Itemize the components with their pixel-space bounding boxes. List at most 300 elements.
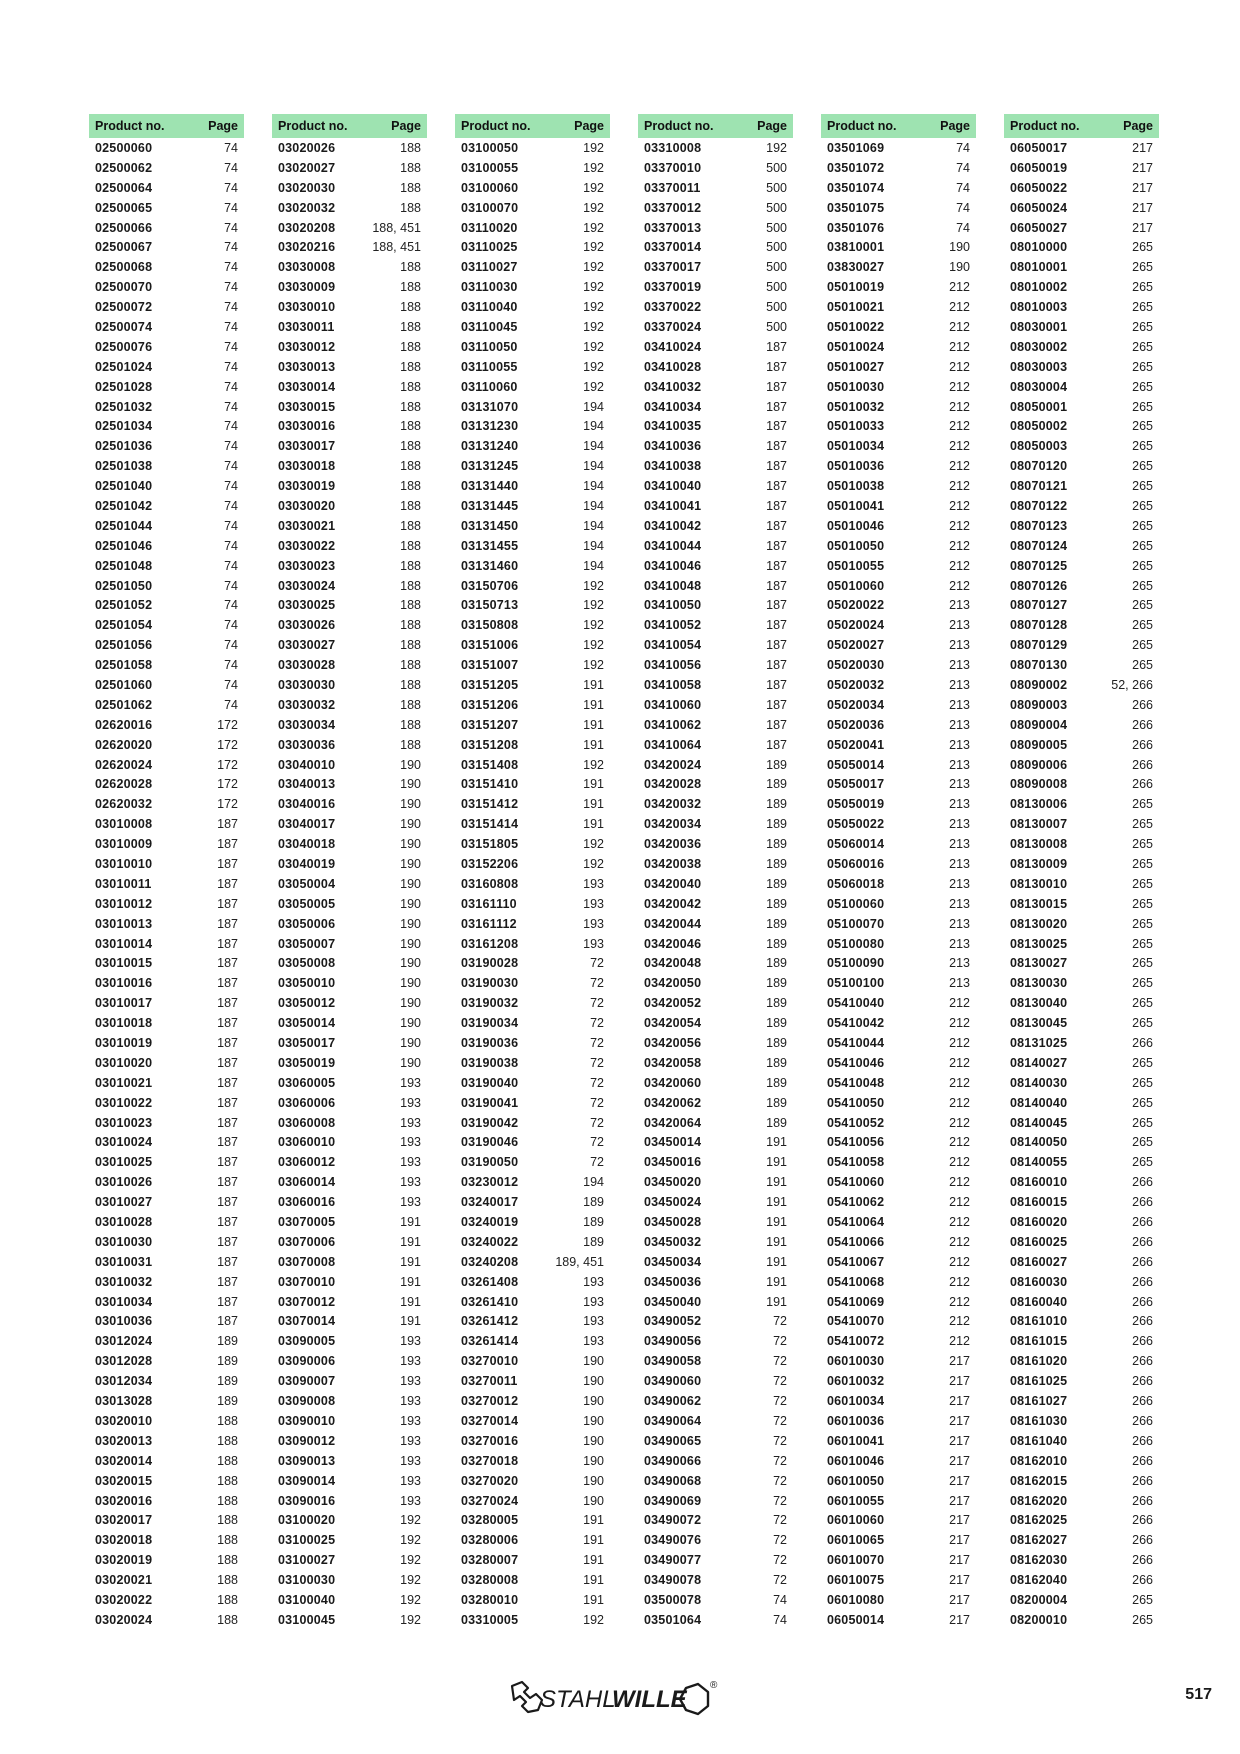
page-reference: 191 (583, 1513, 604, 1528)
header-page: Page (940, 119, 970, 133)
product-number: 03100050 (461, 140, 519, 155)
product-number: 03161110 (461, 896, 517, 911)
table-row (638, 755, 793, 775)
table-row (821, 576, 976, 596)
table-row (638, 794, 793, 814)
table-row (455, 695, 610, 715)
product-number: 03410054 (644, 638, 702, 653)
page-reference: 213 (949, 857, 970, 871)
table-row (638, 257, 793, 277)
product-number: 03280010 (461, 1592, 519, 1607)
table-row (272, 1172, 427, 1192)
table-row (89, 416, 244, 436)
product-number: 03370014 (644, 240, 702, 255)
table-row (821, 317, 976, 337)
table-row (1004, 675, 1159, 695)
page-reference: 213 (949, 777, 970, 792)
table-row (821, 695, 976, 715)
product-number: 03261408 (461, 1274, 519, 1289)
page-reference: 212 (949, 1274, 970, 1289)
page-reference: 189 (766, 876, 787, 891)
page-reference: 188 (400, 578, 421, 593)
product-number: 05010021 (827, 300, 885, 315)
table-row (1004, 635, 1159, 655)
page-reference: 74 (224, 140, 238, 155)
product-number: 02501058 (95, 658, 153, 673)
table-row (272, 357, 427, 377)
product-number: 03010025 (95, 1155, 153, 1170)
table-row (272, 277, 427, 297)
product-number: 03420060 (644, 1075, 702, 1090)
page-reference: 190 (583, 1413, 604, 1428)
table-row (821, 1491, 976, 1511)
page-reference: 266 (1132, 1036, 1153, 1051)
page-reference: 187 (217, 1155, 238, 1170)
product-number: 05020036 (827, 717, 885, 732)
page-reference: 213 (949, 677, 970, 692)
product-number: 08030003 (1010, 359, 1068, 374)
product-number: 05010034 (827, 439, 885, 454)
product-number: 03270011 (461, 1374, 518, 1389)
table-row (455, 377, 610, 397)
page-reference: 265 (1132, 359, 1153, 374)
page-reference: 192 (400, 1553, 421, 1568)
product-number: 08140030 (1010, 1075, 1068, 1090)
product-number: 05020024 (827, 618, 885, 633)
page-reference: 266 (1132, 1473, 1153, 1488)
product-number: 03131455 (461, 538, 519, 553)
product-number: 03450020 (644, 1175, 702, 1190)
product-number: 03013028 (95, 1394, 153, 1409)
table-row (638, 317, 793, 337)
table-row (455, 237, 610, 257)
page-reference: 212 (949, 1175, 970, 1190)
page-reference: 212 (949, 1334, 970, 1349)
product-number: 08130045 (1010, 1016, 1068, 1031)
product-number: 08030004 (1010, 379, 1068, 394)
table-row (89, 337, 244, 357)
table-row (821, 1292, 976, 1312)
page-reference: 190 (400, 876, 421, 891)
table-row (638, 993, 793, 1013)
page-reference: 190 (400, 916, 421, 931)
table-row (1004, 317, 1159, 337)
product-number: 03131450 (461, 518, 519, 533)
table-row (89, 934, 244, 954)
product-number: 03012024 (95, 1334, 153, 1349)
table-row (89, 1212, 244, 1232)
product-number: 03410036 (644, 439, 702, 454)
product-number: 03010016 (95, 976, 153, 991)
page-reference: 72 (773, 1533, 787, 1548)
page-reference: 74 (224, 697, 238, 712)
product-number: 03110060 (461, 379, 518, 394)
table-row (638, 476, 793, 496)
product-number: 03230012 (461, 1175, 519, 1190)
product-number: 03490062 (644, 1394, 702, 1409)
product-number: 03501064 (644, 1612, 702, 1627)
table-row (821, 1133, 976, 1153)
table-row (455, 1033, 610, 1053)
product-number: 03420028 (644, 777, 702, 792)
table-row (821, 1013, 976, 1033)
page-reference: 191 (766, 1234, 787, 1249)
page-reference: 188 (400, 618, 421, 633)
page-reference: 266 (1132, 717, 1153, 732)
product-number: 03100020 (278, 1513, 336, 1528)
table-row (1004, 1411, 1159, 1431)
product-number: 03410064 (644, 737, 702, 752)
page-reference: 188 (400, 598, 421, 613)
product-number: 03490068 (644, 1473, 702, 1488)
table-row (272, 1451, 427, 1471)
page-reference: 190 (400, 1036, 421, 1051)
product-number: 06050024 (1010, 200, 1068, 215)
product-number: 02501054 (95, 618, 153, 633)
product-number: 08010003 (1010, 300, 1068, 315)
page-reference: 266 (1132, 1254, 1153, 1269)
table-row (1004, 436, 1159, 456)
page-reference: 500 (766, 240, 787, 255)
table-row (821, 476, 976, 496)
page-reference: 193 (400, 1453, 421, 1468)
page-reference: 191 (583, 1573, 604, 1588)
table-row (272, 516, 427, 536)
product-number: 02500068 (95, 260, 153, 275)
table-row (272, 436, 427, 456)
page-reference: 188 (400, 459, 421, 474)
page-reference: 187 (217, 876, 238, 891)
table-row (272, 854, 427, 874)
page-reference: 187 (217, 1135, 238, 1150)
product-number: 03240208 (461, 1254, 519, 1269)
product-number: 03010026 (95, 1175, 153, 1190)
product-number: 05100100 (827, 976, 885, 991)
page-reference: 212 (949, 518, 970, 533)
product-number: 03410041 (644, 498, 702, 513)
table-row (638, 297, 793, 317)
table-row (89, 1292, 244, 1312)
product-number: 06050019 (1010, 160, 1068, 175)
product-number: 03110030 (461, 280, 518, 295)
table-row (89, 277, 244, 297)
page-reference: 74 (224, 399, 238, 414)
table-row (89, 1093, 244, 1113)
page-reference: 189 (766, 896, 787, 911)
page-reference: 212 (949, 379, 970, 394)
product-number: 08130027 (1010, 956, 1068, 971)
table-row (638, 814, 793, 834)
table-row (89, 1133, 244, 1153)
table-row (455, 436, 610, 456)
product-number: 03020027 (278, 160, 336, 175)
product-number: 03030028 (278, 658, 336, 673)
product-number: 03261414 (461, 1334, 519, 1349)
product-number: 08140050 (1010, 1135, 1068, 1150)
product-number: 03020022 (95, 1592, 153, 1607)
product-number: 03131445 (461, 498, 519, 513)
product-number: 03420056 (644, 1036, 702, 1051)
product-number: 03010014 (95, 936, 153, 951)
table-row (272, 834, 427, 854)
table-row (638, 1192, 793, 1212)
table-row (89, 476, 244, 496)
product-number: 03010030 (95, 1234, 153, 1249)
product-number: 03100025 (278, 1533, 336, 1548)
product-number: 08161020 (1010, 1354, 1068, 1369)
product-number: 05010032 (827, 399, 885, 414)
table-row (89, 536, 244, 556)
page-reference: 265 (1132, 618, 1153, 633)
table-row (272, 615, 427, 635)
product-number: 02501040 (95, 479, 153, 494)
page-reference: 187 (217, 976, 238, 991)
product-number: 05060014 (827, 837, 885, 852)
product-number: 08090002 (1010, 677, 1068, 692)
page-reference: 172 (217, 757, 238, 772)
table-row (455, 198, 610, 218)
table-row (89, 1610, 244, 1630)
table-row (272, 1272, 427, 1292)
page-reference: 190 (400, 837, 421, 852)
product-number: 08050001 (1010, 399, 1068, 414)
page-reference: 72 (590, 1115, 604, 1130)
table-row (1004, 1172, 1159, 1192)
page-reference: 72 (773, 1394, 787, 1409)
product-number: 03450028 (644, 1215, 702, 1230)
page-reference: 192 (583, 757, 604, 772)
page-reference: 192 (583, 837, 604, 852)
product-number: 08161027 (1010, 1394, 1068, 1409)
page-reference: 72 (773, 1334, 787, 1349)
product-number: 03060016 (278, 1195, 336, 1210)
product-number: 08130040 (1010, 996, 1068, 1011)
page-reference: 266 (1132, 1215, 1153, 1230)
table-row (455, 1431, 610, 1451)
page-reference: 189 (217, 1374, 238, 1389)
page-reference: 193 (400, 1493, 421, 1508)
table-row (1004, 894, 1159, 914)
page-reference: 212 (949, 1215, 970, 1230)
product-number: 08090008 (1010, 777, 1068, 792)
table-row (821, 794, 976, 814)
table-row (1004, 595, 1159, 615)
product-number: 03040013 (278, 777, 336, 792)
table-row (638, 218, 793, 238)
product-number: 03370012 (644, 200, 702, 215)
page-reference: 74 (956, 180, 970, 195)
product-number: 06010036 (827, 1413, 885, 1428)
page-reference: 189 (766, 1016, 787, 1031)
product-number: 03060012 (278, 1155, 336, 1170)
product-number: 05020022 (827, 598, 885, 613)
column-header (638, 114, 793, 138)
header-product-no: Product no. (278, 119, 348, 133)
table-row (1004, 237, 1159, 257)
page-reference: 265 (1132, 498, 1153, 513)
product-number: 03420054 (644, 1016, 702, 1031)
page-reference: 193 (400, 1334, 421, 1349)
product-number: 03020032 (278, 200, 336, 215)
page-reference: 189 (766, 777, 787, 792)
table-row (1004, 615, 1159, 635)
page-reference: 72 (773, 1513, 787, 1528)
page-reference: 217 (949, 1592, 970, 1607)
page-reference: 191 (766, 1175, 787, 1190)
page-reference: 189 (766, 976, 787, 991)
table-row (638, 775, 793, 795)
page-reference: 212 (949, 280, 970, 295)
table-row (89, 894, 244, 914)
product-number: 02501060 (95, 677, 153, 692)
table-row (89, 775, 244, 795)
page-reference: 187 (766, 598, 787, 613)
product-number: 08130010 (1010, 876, 1068, 891)
product-number: 03100060 (461, 180, 519, 195)
page-reference: 74 (224, 618, 238, 633)
header-product-no: Product no. (95, 119, 165, 133)
product-number: 06010030 (827, 1354, 885, 1369)
table-row (821, 138, 976, 158)
page-reference: 266 (1132, 697, 1153, 712)
table-row (638, 894, 793, 914)
product-number: 03040017 (278, 817, 336, 832)
product-number: 03040010 (278, 757, 336, 772)
table-row (455, 1252, 610, 1272)
product-number: 05010060 (827, 578, 885, 593)
table-row (455, 476, 610, 496)
page-reference: 188, 451 (372, 240, 421, 255)
page-reference: 212 (949, 319, 970, 334)
table-row (272, 695, 427, 715)
product-number: 03500078 (644, 1592, 702, 1607)
table-row (638, 934, 793, 954)
product-number: 08130008 (1010, 837, 1068, 852)
product-number: 03420050 (644, 976, 702, 991)
page-reference: 72 (590, 1036, 604, 1051)
page-reference: 72 (773, 1314, 787, 1329)
product-number: 03010018 (95, 1016, 153, 1031)
product-number: 03020021 (95, 1573, 153, 1588)
product-number: 03020026 (278, 140, 336, 155)
product-number: 03020016 (95, 1493, 153, 1508)
table-row (89, 595, 244, 615)
table-row (638, 834, 793, 854)
product-number: 06050022 (1010, 180, 1068, 195)
page-reference: 217 (949, 1553, 970, 1568)
product-number: 03110020 (461, 220, 518, 235)
table-row (638, 1053, 793, 1073)
page-reference: 212 (949, 558, 970, 573)
product-number: 03450036 (644, 1274, 702, 1289)
product-number: 02500066 (95, 220, 153, 235)
product-number: 03410040 (644, 479, 702, 494)
product-number: 08010000 (1010, 240, 1068, 255)
page-reference: 74 (224, 419, 238, 434)
page-reference: 191 (400, 1274, 421, 1289)
product-number: 03450016 (644, 1155, 702, 1170)
table-row (638, 675, 793, 695)
product-number: 08131025 (1010, 1036, 1068, 1051)
table-row (89, 1033, 244, 1053)
stahlwille-logo (508, 1676, 748, 1722)
product-number: 03280007 (461, 1553, 519, 1568)
table-row (1004, 1232, 1159, 1252)
product-number: 03190028 (461, 956, 519, 971)
page-reference: 72 (773, 1433, 787, 1448)
page-reference: 188 (400, 737, 421, 752)
page-reference: 213 (949, 956, 970, 971)
page-reference: 193 (583, 1294, 604, 1309)
page-reference: 191 (766, 1155, 787, 1170)
page-reference: 188 (217, 1592, 238, 1607)
page-reference: 191 (766, 1135, 787, 1150)
product-number: 03190040 (461, 1075, 519, 1090)
table-row (89, 794, 244, 814)
page-reference: 74 (224, 160, 238, 175)
product-number: 06010080 (827, 1592, 885, 1607)
page-reference: 187 (217, 956, 238, 971)
page-reference: 265 (1132, 1592, 1153, 1607)
table-row (1004, 854, 1159, 874)
page-reference: 74 (956, 200, 970, 215)
product-number: 03090008 (278, 1394, 336, 1409)
table-row (272, 954, 427, 974)
product-number: 03152206 (461, 857, 519, 871)
table-row (821, 237, 976, 257)
table-row (1004, 1371, 1159, 1391)
product-number: 08161030 (1010, 1413, 1068, 1428)
table-row (89, 556, 244, 576)
page-reference: 265 (1132, 876, 1153, 891)
page-reference: 187 (217, 1095, 238, 1110)
product-number: 08162030 (1010, 1553, 1068, 1568)
page-reference: 193 (400, 1175, 421, 1190)
product-number: 03131460 (461, 558, 519, 573)
table-row (638, 1073, 793, 1093)
table-row (89, 357, 244, 377)
page-reference: 500 (766, 319, 787, 334)
page-reference: 266 (1132, 737, 1153, 752)
product-number: 03030032 (278, 697, 336, 712)
product-number: 06010065 (827, 1533, 885, 1548)
product-number: 03190032 (461, 996, 519, 1011)
product-number: 03030013 (278, 359, 336, 374)
page-reference: 188 (400, 379, 421, 394)
product-number: 08162025 (1010, 1513, 1068, 1528)
table-row (455, 536, 610, 556)
page-reference: 72 (590, 1075, 604, 1090)
table-row (455, 516, 610, 536)
page-reference: 189 (766, 936, 787, 951)
table-row (638, 1491, 793, 1511)
page-reference: 265 (1132, 1155, 1153, 1170)
product-number: 03110040 (461, 300, 518, 315)
product-number: 05410068 (827, 1274, 885, 1289)
table-row (1004, 1133, 1159, 1153)
page-reference: 187 (217, 1195, 238, 1210)
page-reference: 192 (583, 658, 604, 673)
table-row (89, 198, 244, 218)
page-reference: 74 (956, 220, 970, 235)
product-number: 03100045 (278, 1612, 336, 1627)
table-row (455, 138, 610, 158)
page-reference: 217 (949, 1612, 970, 1627)
page-reference: 188 (217, 1573, 238, 1588)
product-number: 03040019 (278, 857, 336, 871)
page-reference: 187 (766, 518, 787, 533)
page-reference: 187 (766, 379, 787, 394)
